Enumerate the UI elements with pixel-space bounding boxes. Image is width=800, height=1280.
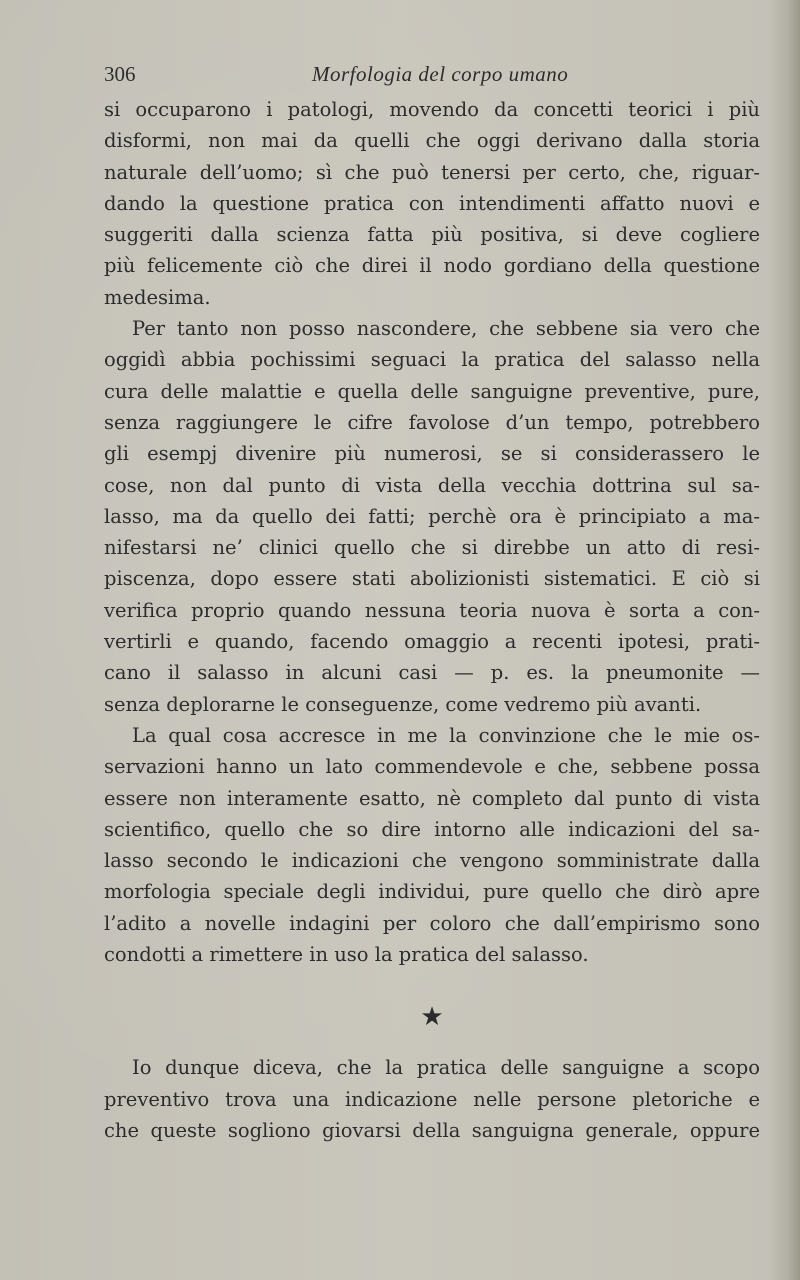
text-line: morfologia speciale degli individui, pure quello che dirò apre xyxy=(104,880,760,904)
text-line: piscenza, dopo essere stati abolizionisti sistematici. E ciò si xyxy=(104,567,760,591)
text-line: cura delle malattie e quella delle sanguigne preventive, pure, xyxy=(104,379,760,403)
page-content xyxy=(104,58,760,1146)
running-title: Morfologia del corpo umano xyxy=(312,62,569,86)
text-line: vertirli e quando, facendo omaggio a recenti ipotesi, prati- xyxy=(104,630,760,654)
text-line: naturale dell’uomo; sì che può tenersi per certo, che, riguar- xyxy=(104,160,760,184)
text-line: più felicemente ciò che direi il nodo gordiano della questione xyxy=(104,254,760,278)
text-line: lasso secondo le indicazioni che vengono somministrate dalla xyxy=(104,849,760,873)
text-line: cano il salasso in alcuni casi — p. es. la pneumonite — xyxy=(104,661,760,685)
text-line: senza deplorarne le conseguenze, come vedremo più avanti. xyxy=(104,692,702,716)
section-separator-star: ★ xyxy=(420,1002,444,1033)
text-line: suggeriti dalla scienza fatta più positiva, si deve cogliere xyxy=(104,223,760,247)
text-line: senza raggiungere le cifre favolose d’un tempo, potrebbero xyxy=(104,410,760,434)
page-number: 306 xyxy=(104,62,136,86)
paragraph-2 xyxy=(104,313,760,720)
text-line: Per tanto non posso nascondere, che sebbene sia vero che xyxy=(132,317,760,341)
text-line: medesima. xyxy=(104,285,211,309)
text-line: cose, non dal punto di vista della vecchia dottrina sul sa- xyxy=(104,473,760,497)
text-line: che queste sogliono giovarsi della sanguigna generale, oppure xyxy=(104,1118,760,1142)
text-line: verifica proprio quando nessuna teoria nuova è sorta a con- xyxy=(104,598,760,622)
paragraph-1 xyxy=(104,94,760,313)
text-line: preventivo trova una indicazione nelle persone pletoriche e xyxy=(104,1087,760,1111)
text-line: oggidì abbia pochissimi seguaci la pratica del salasso nella xyxy=(104,348,760,372)
text-line: dando la questione pratica con intendimenti affatto nuovi e xyxy=(104,191,760,215)
page-edge-shadow xyxy=(766,0,800,1280)
text-line: disformi, non mai da quelli che oggi derivano dalla storia xyxy=(104,129,760,153)
paragraph-4 xyxy=(104,1052,760,1146)
running-head xyxy=(104,58,760,92)
text-line: nifestarsi ne’ clinici quello che si direbbe un atto di resi- xyxy=(104,536,760,560)
text-line: si occuparono i patologi, movendo da concetti teorici i più xyxy=(104,98,760,121)
text-line: condotti a rimettere in uso la pratica del salasso. xyxy=(104,943,589,967)
text-line: servazioni hanno un lato commendevole e che, sebbene possa xyxy=(104,755,760,779)
text-line: lasso, ma da quello dei fatti; perchè ora è principiato a ma- xyxy=(104,504,760,528)
text-line: l’adito a novelle indagini per coloro che dall’empirismo sono xyxy=(104,911,760,935)
text-line: Io dunque diceva, che la pratica delle sanguigne a scopo xyxy=(132,1056,760,1080)
text-line: La qual cosa accresce in me la convinzione che le mie os- xyxy=(132,723,760,747)
paragraph-3 xyxy=(104,720,760,970)
text-line: gli esempj divenire più numerosi, se si considerassero le xyxy=(104,442,760,466)
text-line: scientifico, quello che so dire intorno alle indicazioni del sa- xyxy=(104,817,760,841)
text-line: essere non interamente esatto, nè completo dal punto di vista xyxy=(104,786,760,810)
